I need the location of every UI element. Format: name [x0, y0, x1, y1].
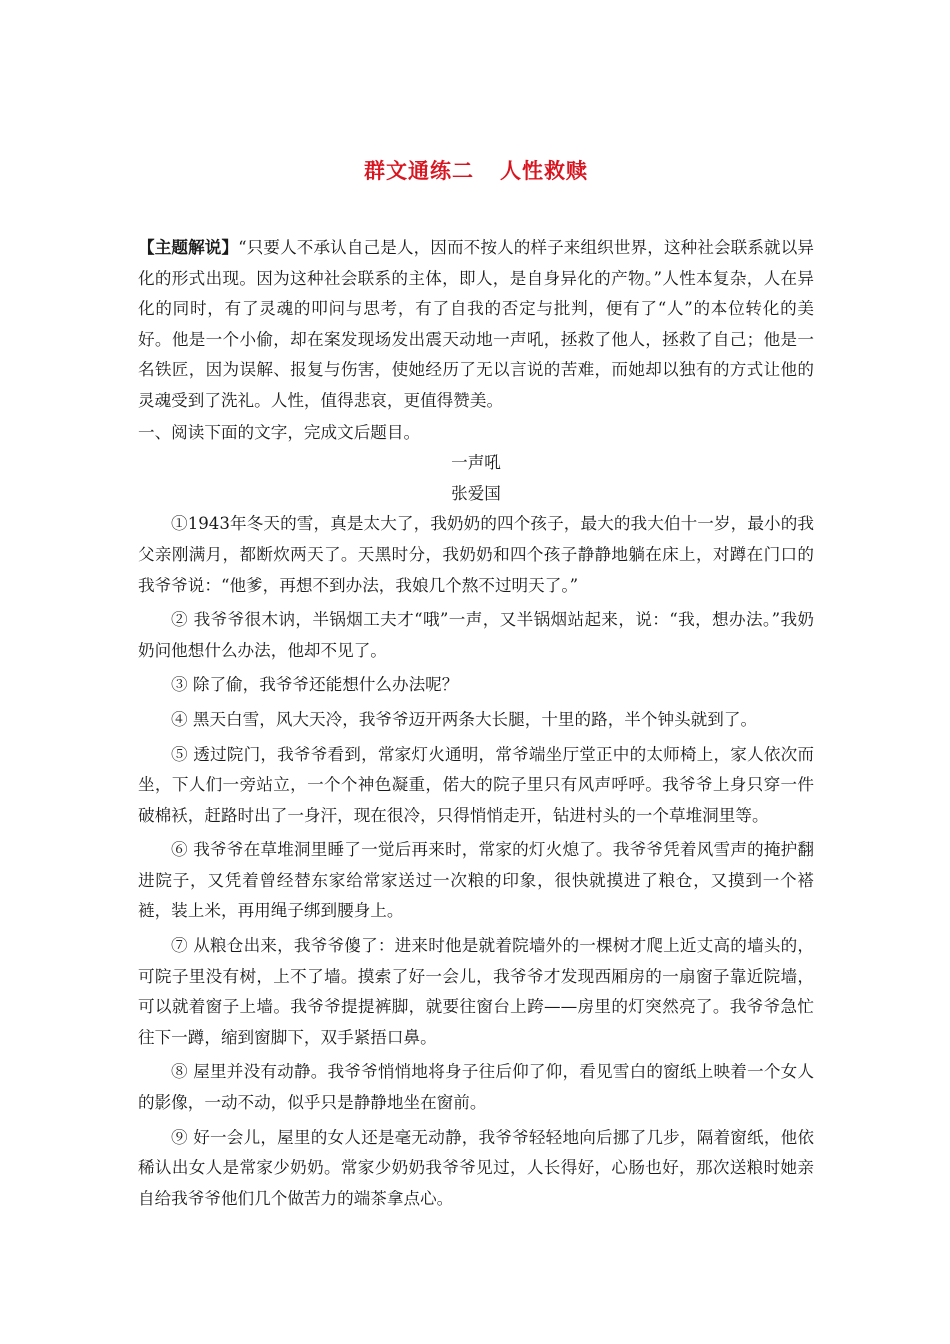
story-author: 张爱国: [451, 483, 501, 503]
story-paragraph: ② 我爷爷很木讷，半锅烟工夫才“哦”一声，又半锅烟站起来，说：“我，想办法。”我奶奶问他想什么办法，他却不见了。: [138, 610, 814, 660]
document-page: [138, 150, 814, 1214]
theme-tag: 【主题解说】: [138, 237, 239, 257]
story-paragraph: ⑤ 透过院门，我爷爷看到，常家灯火通明，常爷端坐厅堂正中的太师椅上，家人依次而坐，下人们一旁站立，一个个神色凝重，偌大的院子里只有风声呼呼。我爷爷上身只穿一件破棉袄，赶路时出了一身汗，现在很冷，只得悄悄走开，钻进村头的一个草堆洞里等。: [138, 744, 814, 825]
theme-intro: [138, 232, 814, 417]
title-part-2: 人性救赎: [500, 158, 588, 183]
section-heading: 一、阅读下面的文字，完成文后题目。: [138, 422, 421, 442]
title-part-1: 群文通练二: [364, 158, 474, 183]
page-title: [138, 150, 814, 192]
story-paragraph: ⑨ 好一会儿，屋里的女人还是毫无动静，我爷爷轻轻地向后挪了几步，隔着窗纸，他依稀认出女人是常家少奶奶。常家少奶奶我爷爷见过，人长得好，心肠也好，那次送粮时她亲自给我爷爷他们几个做苦力的端茶拿点心。: [138, 1127, 814, 1208]
story-paragraph: ④ 黑天白雪，风大天冷，我爷爷迈开两条大长腿，十里的路，半个钟头就到了。: [171, 709, 758, 729]
story-paragraph: ⑥ 我爷爷在草堆洞里睡了一觉后再来时，常家的灯火熄了。我爷爷凭着风雪声的掩护翻进院子，又凭着曾经替东家给常家送过一次粮的印象，很快就摸进了粮仓，又摸到一个褡裢，装上米，再用绳子绑到腰身上。: [138, 840, 814, 921]
theme-text: “只要人不承认自己是人，因而不按人的样子来组织世界，这种社会联系就以异化的形式出现。因为这种社会联系的主体，即人，是自身异化的产物。”人性本复杂，人在异化的同时，有了灵魂的叩问与思考，有了自我的否定与批判，便有了“人”的本位转化的美好。他是一个小偷，却在案发现场发出震天动地一声吼，拯救了他人，拯救了自己；他是一名铁匠，因为误解、报复与伤害，使她经历了无以言说的苦难，而她却以独有的方式让他的灵魂受到了洗礼。人性，值得悲哀，更值得赞美。: [138, 238, 815, 410]
story-paragraph: ⑧ 屋里并没有动静。我爷爷悄悄地将身子往后仰了仰，看见雪白的窗纸上映着一个女人的影像，一动不动，似乎只是静静地坐在窗前。: [138, 1062, 814, 1113]
story-title: 一声吼: [451, 453, 501, 473]
story-paragraph: ③ 除了偷，我爷爷还能想什么办法呢？: [171, 675, 459, 695]
story-paragraph: ⑦ 从粮仓出来，我爷爷傻了：进来时他是就着院墙外的一棵树才爬上近丈高的墙头的，可院子里没有树，上不了墙。摸索了好一会儿，我爷爷才发现西厢房的一扇窗子靠近院墙，可以就着窗子上墙。我爷爷提提裤脚，就要往窗台上跨——房里的灯突然亮了。我爷爷急忙往下一蹲，缩到窗脚下，双手紧捂口鼻。: [138, 936, 814, 1047]
story-paragraph: ①1943年冬天的雪，真是太大了，我奶奶的四个孩子，最大的我大伯十一岁，最小的我父亲刚满月，都断炊两天了。天黑时分，我奶奶和四个孩子静静地躺在床上，对蹲在门口的我爷爷说：“他爹，再想不到办法，我娘几个熬不过明天了。”: [138, 514, 814, 595]
